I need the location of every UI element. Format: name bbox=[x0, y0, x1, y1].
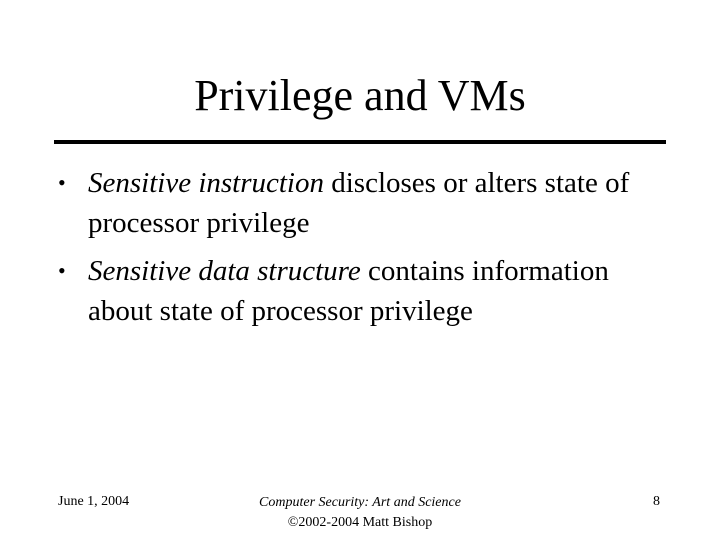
bullet-term: Sensitive data structure bbox=[88, 255, 361, 287]
bullet-list bbox=[54, 163, 664, 339]
bullet-icon: • bbox=[58, 170, 66, 195]
bullet-item bbox=[54, 251, 664, 331]
footer-book-title: Computer Security: Art and Science bbox=[259, 495, 461, 510]
footer-credits bbox=[210, 493, 510, 533]
bullet-term: Sensitive instruction bbox=[88, 167, 324, 199]
bullet-text: discloses or alters state of processor privilege bbox=[88, 167, 630, 239]
bullet-item bbox=[54, 163, 664, 243]
slide-title: Privilege and VMs bbox=[194, 71, 526, 120]
title-divider bbox=[54, 140, 666, 144]
bullet-text: contains information about state of processor privilege bbox=[88, 255, 609, 327]
footer-page-number: 8 bbox=[653, 494, 660, 509]
footer-date: June 1, 2004 bbox=[58, 494, 130, 509]
bullet-icon: • bbox=[58, 258, 66, 283]
footer-copyright: ©2002-2004 Matt Bishop bbox=[287, 515, 433, 530]
